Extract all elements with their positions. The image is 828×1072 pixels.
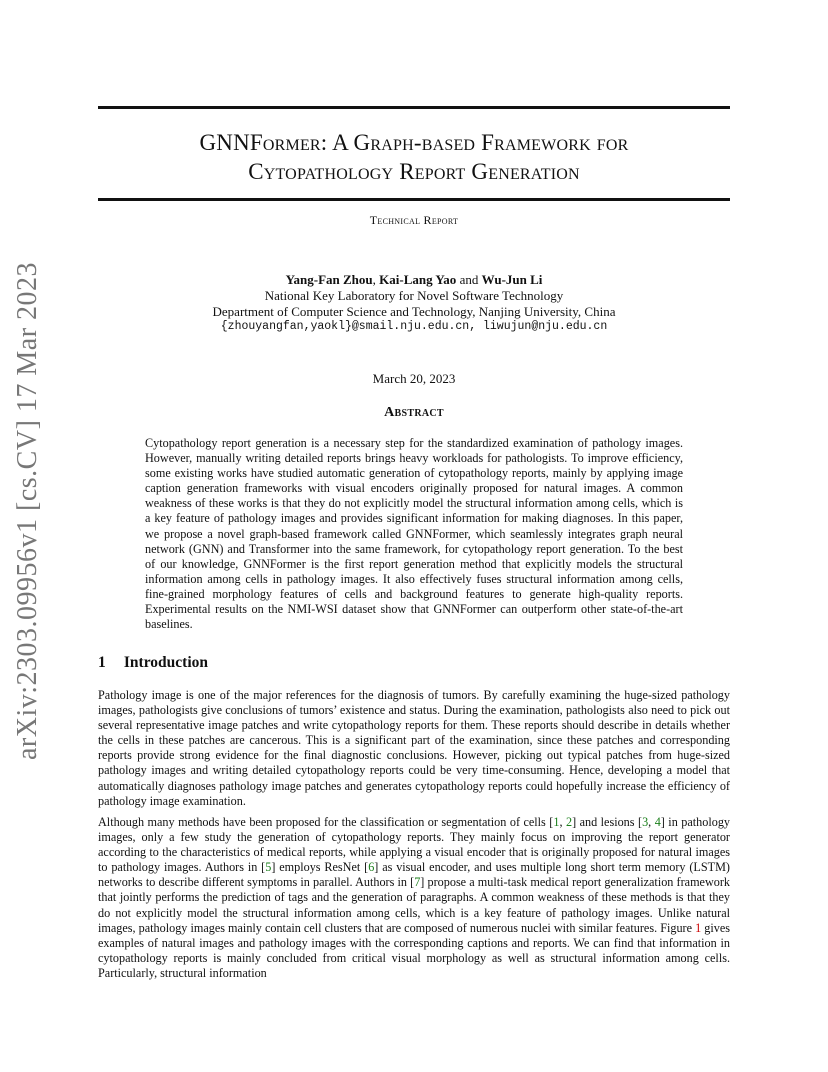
report-label: Technical Report	[369, 213, 459, 227]
intro-paragraph-2: Although many methods have been proposed for the classification or segmentation of cells [1, 2] and lesions [3, 4] in pathology images, only a few study the generation of cytopathology reports. They mainly focus on improving the report generator according to the characteristics of medical reports, while applying a visual encoder that is originally proposed for natural images to pathology images. Authors in [5] employs ResNet [6] as visual encoder, and uses multiple long short term memory (LSTM) networks to describe different symptoms in parallel. Authors in [7] propose a multi-task medical report generalization framework that jointly performs the prediction of tags and the generation of paragraphs. A common weakness of these methods is that they do not explicitly model the structural information among cells, which is a key feature of pathology images. Unlike natural images, pathology images mainly contain cell clusters that are composed of numerous nuclei with similar features. Figure 1 gives examples of natural images and pathology images with the corresponding captions and reports. We can find that information in cytopathology reports is mainly concluded from critical visual morphology as well as structural information among cells. Particularly, structural information	[98, 815, 731, 980]
title-part-2: ormer	[262, 130, 321, 155]
citation-link[interactable]: 5	[265, 860, 272, 875]
paragraph-text: gives examples of natural images and pathology images with the corresponding captions and reports. We can find that information in cytopathology reports is mainly concluded from critical visual morphology as well as structural information among cells. Particularly, structural information	[98, 920, 730, 980]
title-part-3: : A G	[320, 130, 371, 155]
title-part-4: raph-based	[370, 130, 476, 155]
section-number: 1	[98, 654, 106, 671]
affiliation-line-2: Department of Computer Science and Technology, Nanjing University, China	[212, 304, 616, 319]
citation-link[interactable]: 3	[642, 815, 649, 829]
paragraph-text: ] and lesions [	[572, 815, 643, 829]
citation-link[interactable]: 7	[414, 875, 421, 890]
paragraph-text: ] as visual encoder, and uses multiple long short term memory (LSTM) networks to describe different symptoms in parallel. Authors in [	[98, 860, 730, 890]
author-name: Kai-Lang Yao	[379, 272, 457, 287]
section-title: Introduction	[123, 654, 208, 671]
author-name: Wu-Jun Li	[481, 272, 543, 287]
paragraph-text: ] in pathology images, only a few study the generation of cytopathology reports. They mainly focus on improving the report generator according to the characteristics of medical reports, while applying a visual encoder that is originally proposed for natural images to pathology images. Authors in [	[98, 815, 731, 875]
author-name: Yang-Fan Zhou	[285, 272, 373, 287]
title-part-6: ramework	[494, 130, 591, 155]
citation-link[interactable]: 1	[553, 815, 560, 829]
paper-title-line-2: Cytopathology Report Generation	[248, 159, 580, 184]
arxiv-stamp: arXiv:2303.09956v1 [cs.CV] 17 Mar 2023	[12, 261, 43, 760]
title-part-1: GNNF	[199, 130, 263, 155]
author-list	[98, 272, 730, 288]
paragraph-text: ] employs ResNet [	[271, 860, 369, 875]
title-part-5: F	[475, 130, 495, 155]
citation-link[interactable]: 4	[654, 815, 661, 829]
paragraph-text: Although many methods have been proposed for the classification or segmentation of cells [	[98, 815, 554, 829]
paper-title-line-1	[98, 128, 730, 158]
abstract-heading: Abstract	[384, 405, 444, 420]
paragraph-text: ] propose a multi-task medical report generalization framework that jointly performs the prediction of tags and the generation of paragraphs. A common weakness of these methods is that they do not explicitly model the structural information among cells, which is a key feature of pathology images. Unlike natural images, pathology images mainly contain cell clusters that are composed of numerous nuclei with similar features. Figure	[98, 875, 731, 935]
title-top-rule	[98, 106, 730, 109]
title-bottom-rule	[98, 198, 730, 201]
author-emails: {zhouyangfan,yaokl}@smail.nju.edu.cn, liwujun@nju.edu.cn	[220, 320, 608, 333]
section-heading-introduction	[98, 654, 208, 672]
author-separator: ,	[372, 272, 380, 287]
affiliation-line-1: National Key Laboratory for Novel Software Technology	[264, 288, 564, 303]
paper-date: March 20, 2023	[372, 371, 456, 386]
citation-link[interactable]: 2	[565, 815, 573, 829]
citation-link[interactable]: 6	[368, 860, 375, 875]
figure-reference-link[interactable]: 1	[695, 920, 702, 935]
title-part-7: for	[590, 130, 629, 155]
author-separator: and	[456, 272, 482, 287]
intro-paragraph-1: Pathology image is one of the major references for the diagnosis of tumors. By carefully examining the huge-sized pathology images, pathologists give conclusions of tumors’ existence and status. During the examination, pathologists also need to pick out several representative image patches and write cytopathology reports for them. These reports should describe in details whether the cells in these patches are cancerous. This is a significant part of the examination, since these patches and corresponding reports provide strong evidence for the final diagnostic conclusions. However, picking out typical patches from huge-sized pathology images and writing detailed cytopathology reports could be very time-consuming. Hence, developing a model that automatically diagnoses pathology image patches and generates cytopathology reports could hopefully increase the efficiency of pathology image examination.	[98, 688, 730, 808]
abstract-text: Cytopathology report generation is a necessary step for the standardized examination of pathology images. However, manually writing detailed reports brings heavy workloads for pathologists. To improve efficiency, some existing works have studied automatic generation of cytopathology reports, mainly by applying image caption generation frameworks with visual encoders originally proposed for natural images. A common weakness of these works is that they do not explicitly model the structural information among cells, which is a key feature of pathology images and provides significant information for making diagnoses. In this paper, we propose a novel graph-based framework called GNNFormer, which seamlessly integrates graph neural network (GNN) and Transformer into the same framework, for cytopathology report generation. To the best of our knowledge, GNNFormer is the first report generation method that explicitly models the structural information among cells in pathology images. It also effectively fuses structural information among cells, fine-grained morphology features of cells and background features to generate high-quality reports. Experimental results on the NMI-WSI dataset show that GNNFormer can outperform other state-of-the-art baselines.	[145, 436, 683, 632]
